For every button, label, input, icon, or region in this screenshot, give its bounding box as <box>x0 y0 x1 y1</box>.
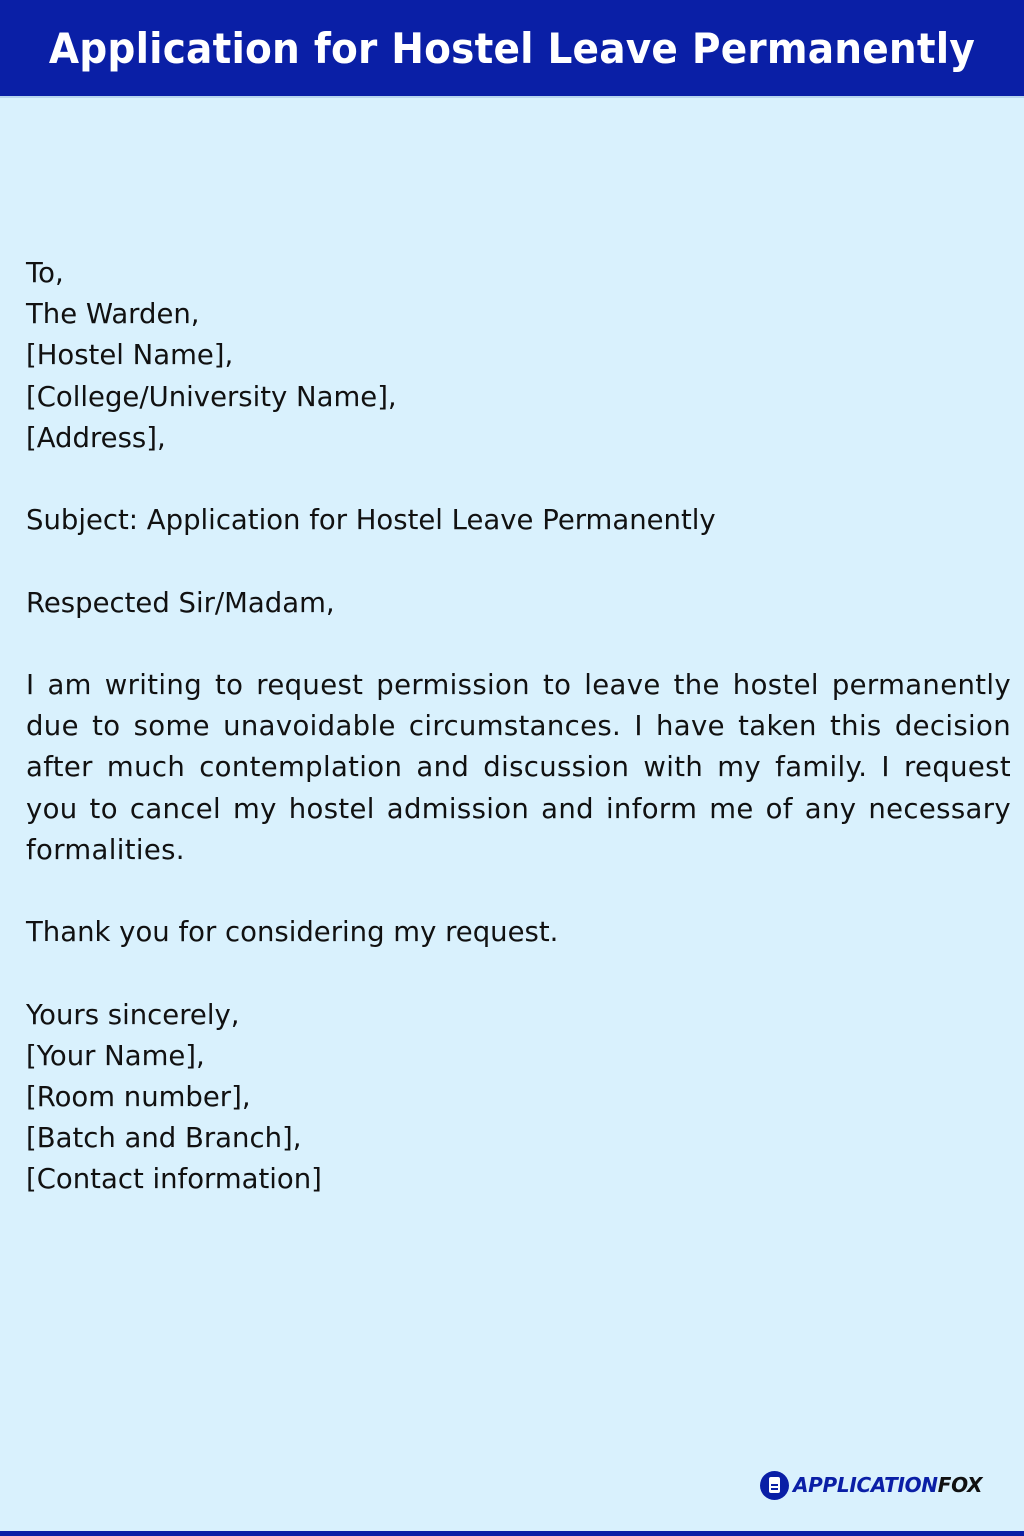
signature-line: [Your Name], <box>26 1039 205 1072</box>
document-icon <box>760 1471 789 1500</box>
spacer <box>26 541 1011 582</box>
page-title: Application for Hostel Leave Permanently <box>48 23 976 73</box>
brand-name: APPLICATIONFOX <box>793 1473 983 1497</box>
bottom-border <box>0 1531 1024 1536</box>
thanks-line: Thank you for considering my request. <box>26 916 559 949</box>
recipient-line: [College/University Name], <box>26 380 397 413</box>
recipient-block <box>26 253 1011 459</box>
body-paragraph: I am writing to request permission to leave the hostel permanently due to some unavoidable circumstances. I have taken this decision after much contemplation and discussion with my family. I request you to cancel my hostel admission and inform me of any necessary formalities. <box>26 668 1011 866</box>
recipient-line: [Address], <box>26 421 166 454</box>
spacer <box>26 953 1011 994</box>
spacer <box>26 624 1011 665</box>
letter-body <box>26 253 1011 1201</box>
brand-logo <box>760 1470 982 1500</box>
salutation: Respected Sir/Madam, <box>26 586 335 619</box>
header-banner <box>0 0 1024 98</box>
signature-line: [Contact information] <box>26 1163 322 1196</box>
spacer <box>26 459 1011 500</box>
recipient-line: To, <box>26 257 64 289</box>
closing-line: Yours sincerely, <box>26 998 240 1031</box>
subject-line: Subject: Application for Hostel Leave Permanently <box>26 504 716 537</box>
spacer <box>26 871 1011 912</box>
recipient-line: [Hostel Name], <box>26 339 234 372</box>
recipient-line: The Warden, <box>26 298 200 331</box>
signature-line: [Room number], <box>26 1080 251 1113</box>
signature-line: [Batch and Branch], <box>26 1122 302 1155</box>
signature-block <box>26 1036 1011 1201</box>
